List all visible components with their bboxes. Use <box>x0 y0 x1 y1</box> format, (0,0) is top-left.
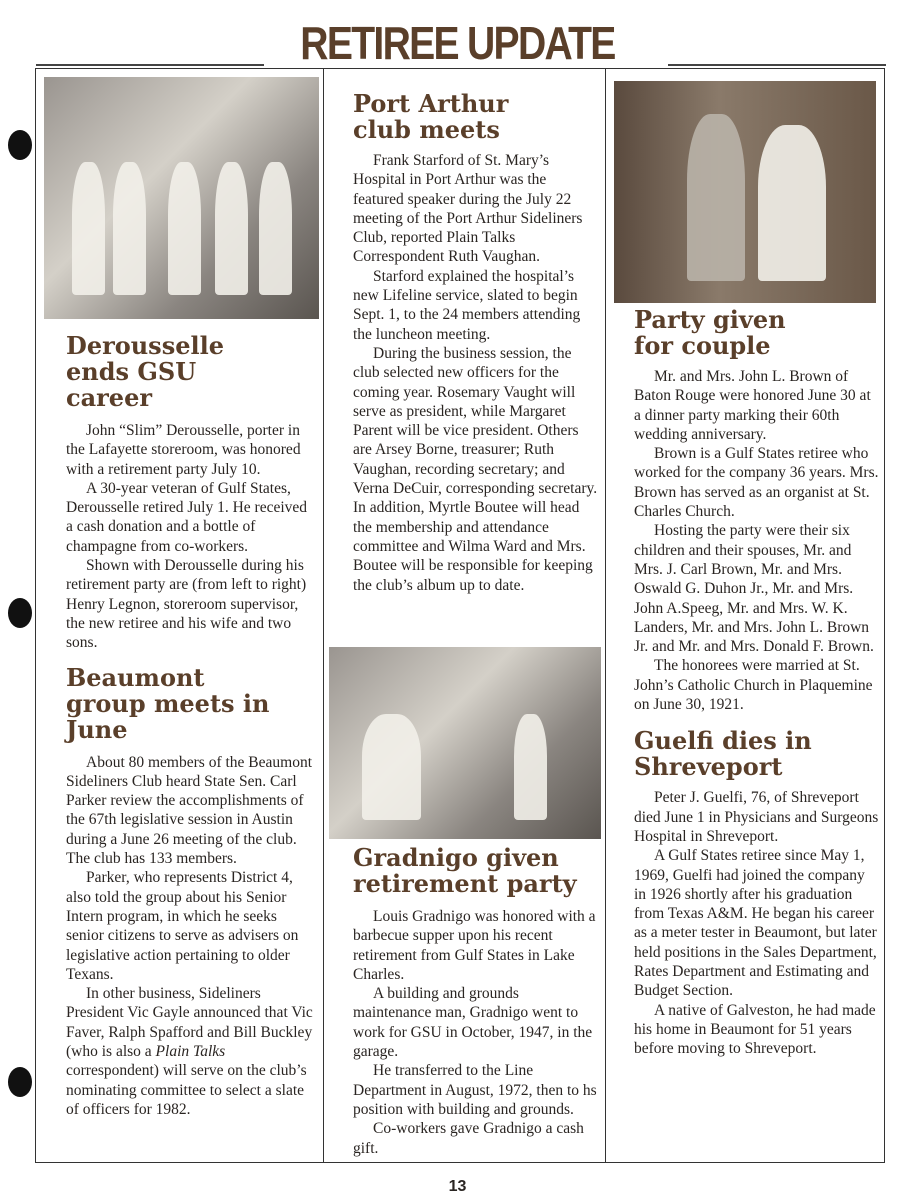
column-1 <box>36 69 324 1162</box>
paragraph: Louis Gradnigo was honored with a barbecue supper upon his recent retirement from Gulf States in Lake Charles. <box>353 908 596 983</box>
paragraph: About 80 members of the Beaumont Sideliners Club heard State Sen. Carl Parker review the accomplishments of the 67th legislative session in Austin during a June 26 meeting of the club. The club has 133 members. <box>66 753 312 868</box>
paragraph: The honorees were married at St. John’s Catholic Church in Plaquemine on June 30, 1921. <box>634 657 873 714</box>
paragraph: He transferred to the Line Department in August, 1972, then to hs position with building and grounds. <box>353 1062 597 1118</box>
binder-hole <box>8 598 32 628</box>
binder-hole <box>8 1067 32 1097</box>
paragraph: Parker, who represents District 4, also told the group about his Senior Intern program, in which he seeks senior citizens to serve as advisers on legislative action pertaining to older Texans. <box>66 869 299 983</box>
headline: Gradnigo given retirement party <box>353 843 577 898</box>
article-derousselle <box>66 333 316 1119</box>
paragraph: A native of Galveston, he had made his home in Beaumont for 51 years before moving to Shreveport. <box>634 1001 876 1058</box>
page-frame <box>35 68 885 1163</box>
headline: Guelfi dies in Shreveport <box>634 726 812 782</box>
headline: Derousselle ends GSU career <box>66 331 224 412</box>
paragraph: A 30-year veteran of Gulf States, Derousselle retired July 1. He received a cash donation and a bottle of champagne from co-workers. <box>66 479 308 555</box>
paragraph: Co-workers gave Gradnigo a cash gift. <box>353 1120 584 1157</box>
article-port-arthur <box>353 91 598 595</box>
headline: Port Arthur club meets <box>353 89 509 144</box>
paragraph: A building and grounds maintenance man, Gradnigo went to work for GSU in October, 1947, in the garage. <box>353 985 593 1061</box>
paragraph: Starford explained the hospital’s new Lifeline service, slated to begin Sept. 1, to the 24 members attending the luncheon meeting. <box>353 267 581 343</box>
section-title: RETIREE UPDATE <box>300 17 615 69</box>
photo-brown-couple <box>614 81 876 303</box>
photo-derousselle-party <box>44 77 319 319</box>
paragraph: Peter J. Guelfi, 76, of Shreveport died June 1 in Physicians and Surgeons Hospital in Shreveport. <box>634 789 879 845</box>
photo-gradnigo-party <box>329 647 601 839</box>
paragraph: A Gulf States retiree since May 1, 1969, Guelfi had joined the company in 1926 shortly after his graduation from Texas A&M. He began his career as a meter tester in Beaumont, but later held positions in the Sales Department, Rates Department and Estimating and Budget Section. <box>634 847 877 1000</box>
paragraph: John “Slim” Derousselle, porter in the Lafayette storeroom, was honored with a retirement party July 10. <box>66 422 301 478</box>
article-gradnigo <box>353 845 598 1158</box>
paragraph: During the business session, the club selected new officers for the coming year. Rosemary Vaught will serve as president, while Margaret Parent will be vice president. Others are Arsey Borne, treasurer; Ruth Vaughan, recording secretary; and Verna DeCuir, corresponding secretary. In addition, Myrtle Boutee will head the membership and attendance committee and Wilma Ward and Mrs. Boutee will be responsible for keeping the club’s album up to date. <box>353 344 598 594</box>
column-2 <box>324 69 606 1162</box>
paragraph: Brown is a Gulf States retiree who worked for the company 36 years. Mrs. Brown has served as an organist at St. Charles Church. <box>634 445 879 521</box>
paragraph: Shown with Derousselle during his retirement party are (from left to right) Henry Legnon, storeroom supervisor, the new retiree and his wife and two sons. <box>66 557 307 652</box>
page-number: 13 <box>448 1178 467 1195</box>
column-3 <box>606 69 884 1162</box>
masthead <box>0 18 915 68</box>
headline: Beaumont group meets in June <box>66 662 270 744</box>
binder-hole <box>8 130 32 160</box>
article-party-couple <box>634 307 879 1059</box>
paragraph: Hosting the party were their six children and their spouses, Mr. and Mrs. J. Carl Brown, Mr. and Mrs. Oswald G. Duhon Jr., Mr. and Mrs. John A.Speeg, Mr. and Mrs. W. K. Landers, Mr. and Mrs. John L. Brown Jr. and Mr. and Mrs. Donald F. Brown. <box>634 522 874 656</box>
paragraph: In other business, Sideliners President Vic Gayle announced that Vic Faver, Ralph Spafford and Bill Buckley (who is also a Plain Talks correspondent) will serve on the club’s nominating committee to select a slate of officers for 1982. <box>66 985 313 1118</box>
paragraph: Frank Starford of St. Mary’s Hospital in Port Arthur was the featured speaker during the July 22 meeting of the Port Arthur Sideliners Club, reported Plain Talks Correspondent Ruth Vaughan. <box>353 152 583 266</box>
headline: Party given for couple <box>634 305 786 360</box>
paragraph: Mr. and Mrs. John L. Brown of Baton Rouge were honored June 30 at a dinner party marking their 60th wedding anniversary. <box>634 368 871 443</box>
